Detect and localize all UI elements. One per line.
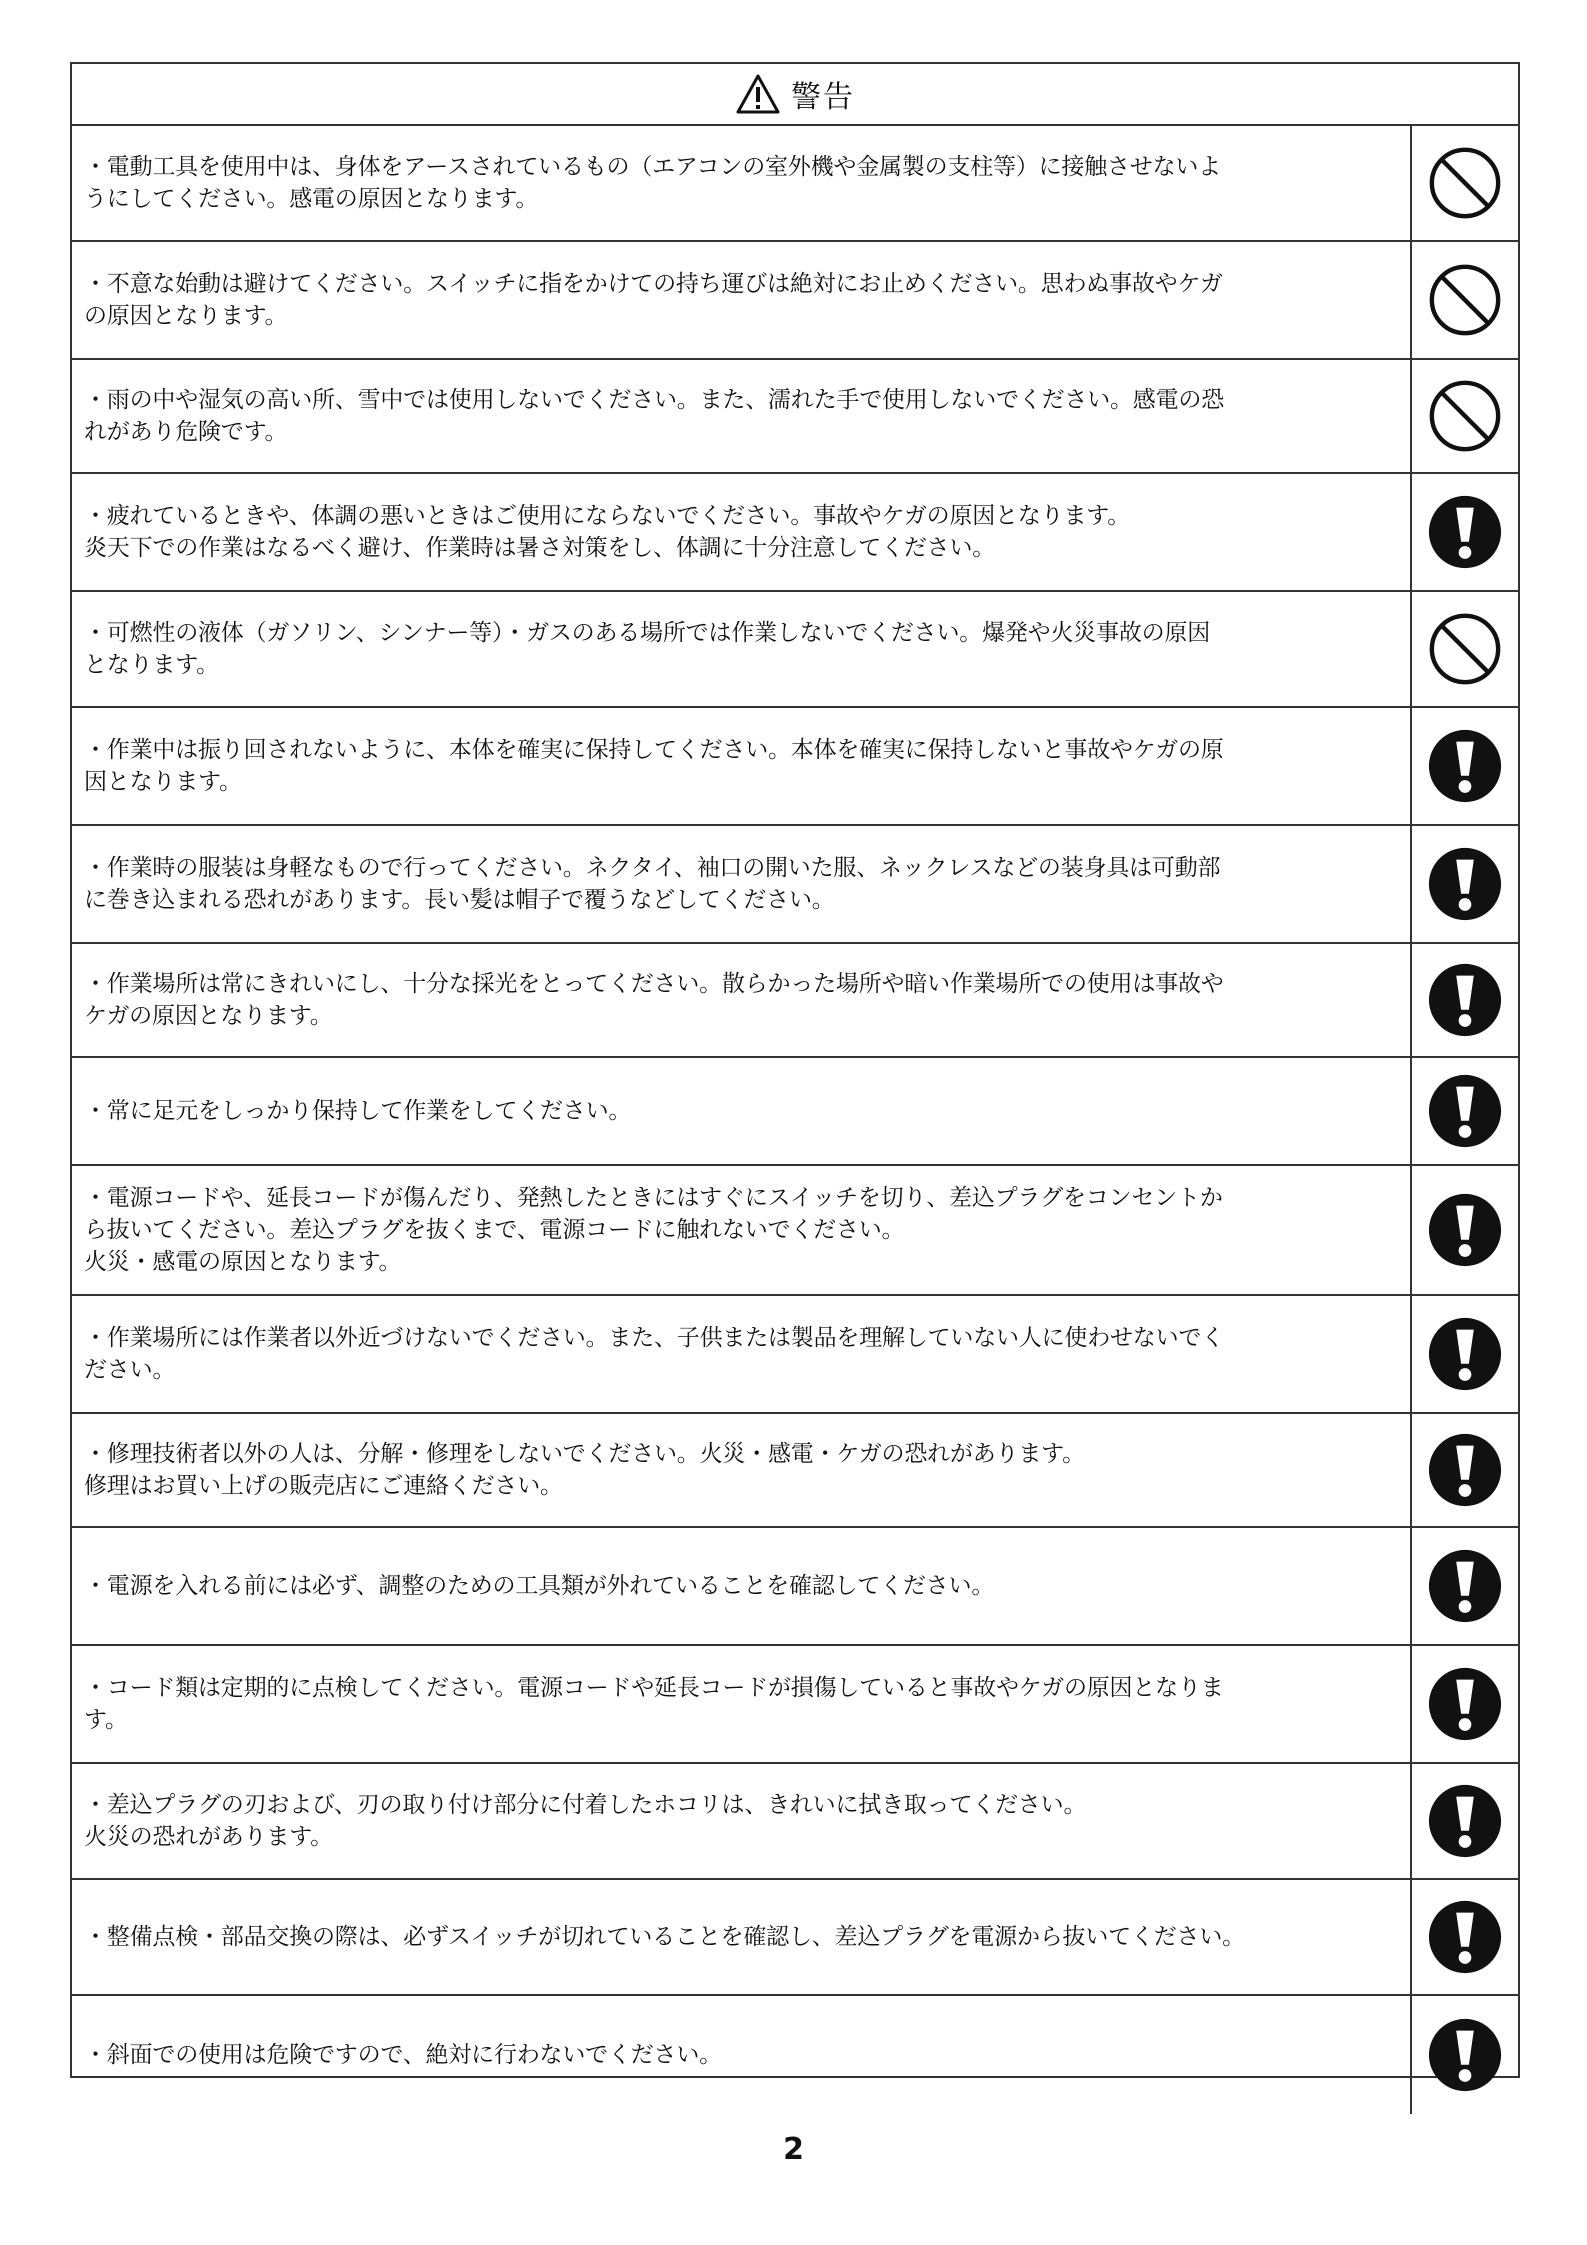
warning-text-cell — [72, 1414, 1410, 1526]
prohibition-icon — [1426, 261, 1504, 339]
icon-cell — [1410, 708, 1518, 824]
warning-text-cell — [72, 474, 1410, 590]
warning-row — [72, 1646, 1518, 1764]
mandatory-icon — [1426, 1315, 1504, 1393]
prohibition-icon — [1426, 377, 1504, 455]
warning-row — [72, 360, 1518, 474]
warning-text-cell — [72, 1880, 1410, 1994]
warning-text: ・電動工具を使用中は、身体をアースされているもの（エアコンの室外機や金属製の支柱等）に接触させないよ うにしてください。感電の原因となります。 — [84, 154, 1222, 212]
mandatory-icon — [1426, 2016, 1504, 2094]
warning-text: ・雨の中や湿気の高い所、雪中では使用しないでください。また、濡れた手で使用しないでください。感電の恐 れがあり危険です。 — [84, 387, 1225, 445]
icon-cell — [1410, 1764, 1518, 1878]
mandatory-icon — [1426, 1072, 1504, 1150]
warning-text-cell — [72, 944, 1410, 1056]
warning-text: ・可燃性の液体（ガソリン、シンナー等）・ガスのある場所では作業しないでください。爆発や火災事故の原因 となります。 — [84, 620, 1211, 678]
icon-cell — [1410, 126, 1518, 240]
warning-triangle-icon — [735, 73, 781, 115]
warning-text: ・作業時の服装は身軽なもので行ってください。ネクタイ、袖口の開いた服、ネックレスなどの装身具は可動部 に巻き込まれる恐れがあります。長い髪は帽子で覆うなどしてください。 — [84, 855, 1221, 913]
warning-text: ・電源を入れる前には必ず、調整のための工具類が外れていることを確認してください。 — [84, 1573, 995, 1599]
warning-table — [70, 62, 1520, 2078]
warning-text-cell — [72, 1764, 1410, 1878]
mandatory-icon — [1426, 1782, 1504, 1860]
warning-text-cell — [72, 1646, 1410, 1762]
warning-text: ・作業場所には作業者以外近づけないでください。また、子供または製品を理解していない人に使わせないでく ださい。 — [84, 1325, 1224, 1383]
warning-row — [72, 1528, 1518, 1646]
icon-cell — [1410, 1646, 1518, 1762]
warning-row — [72, 592, 1518, 708]
icon-cell — [1410, 1528, 1518, 1644]
warning-text-cell — [72, 126, 1410, 240]
warning-row — [72, 944, 1518, 1058]
warning-row — [72, 1880, 1518, 1996]
mandatory-icon — [1426, 1431, 1504, 1509]
warning-row — [72, 1296, 1518, 1414]
warning-text: ・差込プラグの刃および、刃の取り付け部分に付着したホコリは、きれいに拭き取ってください。 火災の恐れがあります。 — [84, 1792, 1087, 1850]
warning-text: ・作業場所は常にきれいにし、十分な採光をとってください。散らかった場所や暗い作業場所での使用は事故や ケガの原因となります。 — [84, 971, 1224, 1029]
warning-text: ・修理技術者以外の人は、分解・修理をしないでください。火災・感電・ケガの恐れがあります。 修理はお買い上げの販売店にご連絡ください。 — [84, 1441, 1085, 1499]
warning-row — [72, 1996, 1518, 2114]
icon-cell — [1410, 360, 1518, 472]
warning-text: ・常に足元をしっかり保持して作業をしてください。 — [84, 1098, 632, 1124]
warning-row — [72, 1058, 1518, 1166]
warning-row — [72, 826, 1518, 944]
icon-cell — [1410, 1414, 1518, 1526]
warning-header — [72, 64, 1518, 126]
prohibition-icon — [1426, 144, 1504, 222]
warning-text-cell — [72, 242, 1410, 358]
warning-text-cell — [72, 1058, 1410, 1164]
warning-text-cell — [72, 1996, 1410, 2114]
warning-text-cell — [72, 708, 1410, 824]
warning-title: 警告 — [791, 80, 855, 115]
warning-text-cell — [72, 1528, 1410, 1644]
mandatory-icon — [1426, 493, 1504, 571]
mandatory-icon — [1426, 845, 1504, 923]
mandatory-icon — [1426, 1547, 1504, 1625]
icon-cell — [1410, 1880, 1518, 1994]
warning-row — [72, 1166, 1518, 1296]
icon-cell — [1410, 242, 1518, 358]
warning-text-cell — [72, 1296, 1410, 1412]
icon-cell — [1410, 592, 1518, 706]
warning-row — [72, 474, 1518, 592]
warning-row — [72, 126, 1518, 242]
icon-cell — [1410, 1166, 1518, 1294]
mandatory-icon — [1426, 1191, 1504, 1269]
mandatory-icon — [1426, 1665, 1504, 1743]
mandatory-icon — [1426, 1898, 1504, 1976]
warning-text: ・電源コードや、延長コードが傷んだり、発熱したときにはすぐにスイッチを切り、差込プラグをコンセントか ら抜いてください。差込プラグを抜くまで、電源コードに触れないでください。 火災・感電の原因となります。 — [84, 1185, 1223, 1275]
warning-row — [72, 1764, 1518, 1880]
warning-row — [72, 708, 1518, 826]
warning-text: ・疲れているときや、体調の悪いときはご使用にならないでください。事故やケガの原因となります。 炎天下での作業はなるべく避け、作業時は暑さ対策をし、体調に十分注意してください。 — [84, 503, 1131, 561]
icon-cell — [1410, 1296, 1518, 1412]
warning-text: ・作業中は振り回されないように、本体を確実に保持してください。本体を確実に保持しないと事故やケガの原 因となります。 — [84, 737, 1224, 795]
icon-cell — [1410, 944, 1518, 1056]
warning-text: ・コード類は定期的に点検してください。電源コードや延長コードが損傷していると事故やケガの原因となりま す。 — [84, 1675, 1224, 1733]
warning-text-cell — [72, 1166, 1410, 1294]
warning-text-cell — [72, 360, 1410, 472]
icon-cell — [1410, 1058, 1518, 1164]
warning-row — [72, 242, 1518, 360]
warning-text: ・斜面での使用は危険ですので、絶対に行わないでください。 — [84, 2042, 722, 2068]
icon-cell — [1410, 826, 1518, 942]
mandatory-icon — [1426, 727, 1504, 805]
prohibition-icon — [1426, 610, 1504, 688]
mandatory-icon — [1426, 961, 1504, 1039]
warning-row — [72, 1414, 1518, 1528]
warning-text: ・整備点検・部品交換の際は、必ずスイッチが切れていることを確認し、差込プラグを電源から抜いてください。 — [84, 1924, 1245, 1950]
warning-text-cell — [72, 592, 1410, 706]
warning-text: ・不意な始動は避けてください。スイッチに指をかけての持ち運びは絶対にお止めください。思わぬ事故やケガ の原因となります。 — [84, 271, 1223, 329]
icon-cell — [1410, 474, 1518, 590]
warning-rows — [72, 126, 1518, 2114]
page-number: 2 — [783, 2132, 804, 2167]
warning-text-cell — [72, 826, 1410, 942]
icon-cell — [1410, 1996, 1518, 2114]
